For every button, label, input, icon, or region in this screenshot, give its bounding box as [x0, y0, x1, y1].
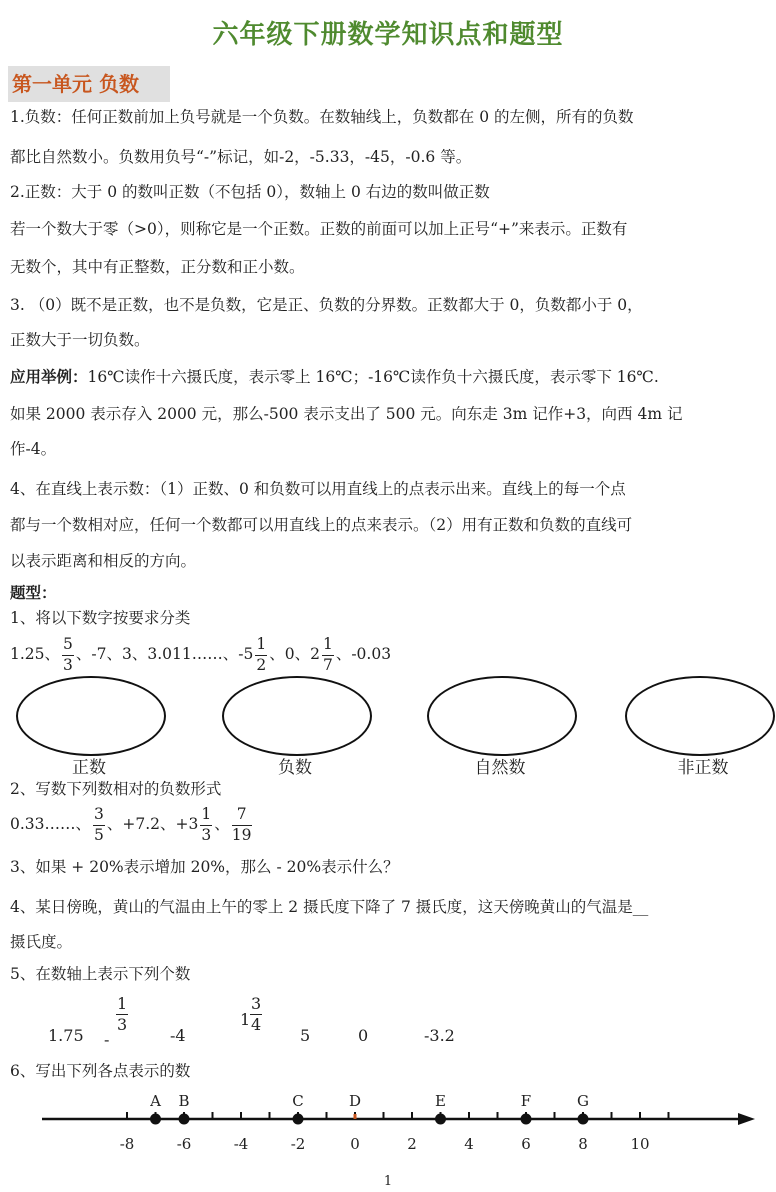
question-6: 6、写出下列各点表示的数 [10, 1062, 191, 1080]
question-1-items [10, 634, 391, 674]
numerator: 3 [251, 994, 262, 1013]
denominator: 7 [322, 655, 333, 674]
q1-fraction-1 [62, 637, 74, 673]
tick-label: -4 [233, 1135, 249, 1153]
point-label: C [292, 1092, 304, 1110]
paragraph-3a: 3. （0）既不是正数，也不是负数，它是正、负数的分界数。正数都大于 0，负数都小于 0， [10, 296, 643, 314]
paragraph-1b: 都比自然数小。负数用负号“-”标记，如-2，-5.33，-45，-0.6 等。 [10, 148, 472, 166]
tick-label: -2 [290, 1135, 306, 1153]
tick-label: 0 [350, 1135, 360, 1153]
q2-item-text: 0.33……、 [10, 815, 92, 833]
q1-item-text: 、0、2 [269, 645, 320, 663]
category-ellipse-non-positive [625, 676, 775, 756]
point-label: B [178, 1092, 190, 1110]
point-dot [179, 1114, 190, 1125]
tick-label: -6 [176, 1135, 192, 1153]
denominator: 3 [201, 825, 212, 844]
q1-fraction-2 [255, 637, 267, 673]
q5-value-2-fraction [114, 996, 130, 1033]
fraction [116, 996, 128, 1033]
number-line [0, 1084, 776, 1164]
point-dot [293, 1114, 304, 1125]
point-label: D [348, 1092, 362, 1110]
paragraph-4b: 都与一个数相对应，任何一个数都可以用直线上的点来表示。（2）用有正数和负数的直线可 [10, 516, 633, 534]
point-label: G [577, 1092, 589, 1110]
example-line-b: 如果 2000 表示存入 2000 元，那么-500 表示支出了 500 元。向东走 3m 记作+3，向西 4m 记 [10, 405, 683, 423]
paragraph-2b: 若一个数大于零（>0），则称它是一个正数。正数的前面可以加上正号“+”来表示。正数有 [10, 220, 628, 238]
category-ellipse-negative [222, 676, 372, 756]
example-label: 应用举例： [10, 368, 88, 386]
tick-label: 2 [407, 1135, 417, 1153]
paragraph-4a: 4、在直线上表示数：（1）正数、0 和负数可以用直线上的点表示出来。直线上的每一个点 [10, 480, 626, 498]
unit-heading: 第一单元 负数 [8, 66, 170, 102]
category-label-natural: 自然数 [474, 758, 526, 778]
question-4a: 4、某日傍晚，黄山的气温由上午的零上 2 摄氏度下降了 7 摄氏度，这天傍晚黄山的气温是__ [10, 898, 649, 916]
question-2: 2、写数下列数相对的负数形式 [10, 780, 222, 798]
numerator: 1 [200, 807, 212, 826]
point-label: F [520, 1092, 532, 1110]
point-dot [578, 1114, 589, 1125]
page-number: 1 [383, 1174, 393, 1189]
paragraph-3b: 正数大于一切负数。 [10, 331, 150, 349]
tick-label: 8 [578, 1135, 588, 1153]
q2-item-text: 、+7.2、+3 [106, 815, 199, 833]
paragraph-1a: 1.负数：任何正数前加上负号就是一个负数。在数轴线上，负数都在 0 的左侧，所有的负数 [10, 108, 634, 126]
q5-value-4-whole: 1 [240, 1010, 251, 1029]
paragraph-2a: 2.正数：大于 0 的数叫正数（不包括 0），数轴上 0 右边的数叫做正数 [10, 183, 490, 201]
q2-fraction-3 [232, 807, 252, 843]
category-ellipse-positive [16, 676, 166, 756]
numerator: 1 [322, 637, 334, 656]
denominator: 4 [251, 1015, 262, 1034]
tick-label: 6 [521, 1135, 531, 1153]
denominator: 3 [63, 655, 73, 674]
q2-fraction-1 [93, 807, 105, 843]
numerator: 7 [232, 807, 252, 826]
point-dot [150, 1114, 161, 1125]
numerator: 1 [255, 637, 267, 656]
question-1: 1、将以下数字按要求分类 [10, 609, 191, 627]
category-ellipse-natural [427, 676, 577, 756]
point-dot [435, 1114, 446, 1125]
axis-arrow [738, 1113, 755, 1125]
question-type-heading: 题型： [10, 584, 57, 602]
question-2-items [10, 802, 254, 846]
q5-value-3: -4 [170, 1026, 186, 1045]
numerator: 3 [93, 807, 105, 826]
category-label-non-positive: 非正数 [677, 758, 729, 778]
q5-value-7: -3.2 [424, 1026, 455, 1045]
point-label: E [435, 1092, 446, 1110]
numerator: 1 [117, 994, 128, 1013]
denominator: 19 [231, 825, 252, 844]
example-line-a [10, 366, 659, 388]
q1-item-text: 、-0.03 [335, 645, 392, 663]
q2-fraction-2 [200, 807, 212, 843]
question-3: 3、如果 + 20%表示增加 20%，那么 - 20%表示什么？ [10, 858, 399, 876]
example-text-a: 16℃读作十六摄氏度，表示零上 16℃；-16℃读作负十六摄氏度，表示零下 16℃. [87, 368, 659, 386]
point-label: A [150, 1092, 161, 1110]
paragraph-2c: 无数个，其中有正整数，正分数和正小数。 [10, 258, 305, 276]
q2-item-text: 、 [214, 815, 230, 833]
tick-label: 4 [464, 1135, 474, 1153]
tick-label: 10 [630, 1135, 650, 1153]
question-4b: 摄氏度。 [10, 933, 73, 951]
q5-value-2-sign: - [104, 1030, 110, 1049]
denominator: 5 [94, 825, 104, 844]
fraction [250, 996, 262, 1033]
point-dot [354, 1114, 357, 1119]
q1-fraction-3 [322, 637, 334, 673]
numerator: 5 [62, 637, 74, 656]
q5-value-6: 0 [358, 1026, 369, 1045]
point-dot [521, 1114, 532, 1125]
q5-value-4-fraction [248, 996, 264, 1033]
category-label-negative: 负数 [278, 758, 312, 778]
paragraph-4c: 以表示距离和相反的方向。 [10, 552, 197, 570]
question-5: 5、在数轴上表示下列个数 [10, 965, 191, 983]
denominator: 3 [117, 1015, 128, 1034]
denominator: 2 [256, 655, 267, 674]
q5-value-5: 5 [300, 1026, 311, 1045]
example-line-c: 作-4。 [10, 440, 57, 458]
category-label-positive: 正数 [72, 758, 106, 778]
q1-item-text: 1.25、 [10, 645, 61, 663]
tick-label: -8 [119, 1135, 135, 1153]
page-title: 六年级下册数学知识点和题型 [212, 20, 564, 50]
q1-item-text: 、-7、3、3.011……、-5 [75, 645, 254, 663]
q5-value-1: 1.75 [48, 1026, 84, 1045]
